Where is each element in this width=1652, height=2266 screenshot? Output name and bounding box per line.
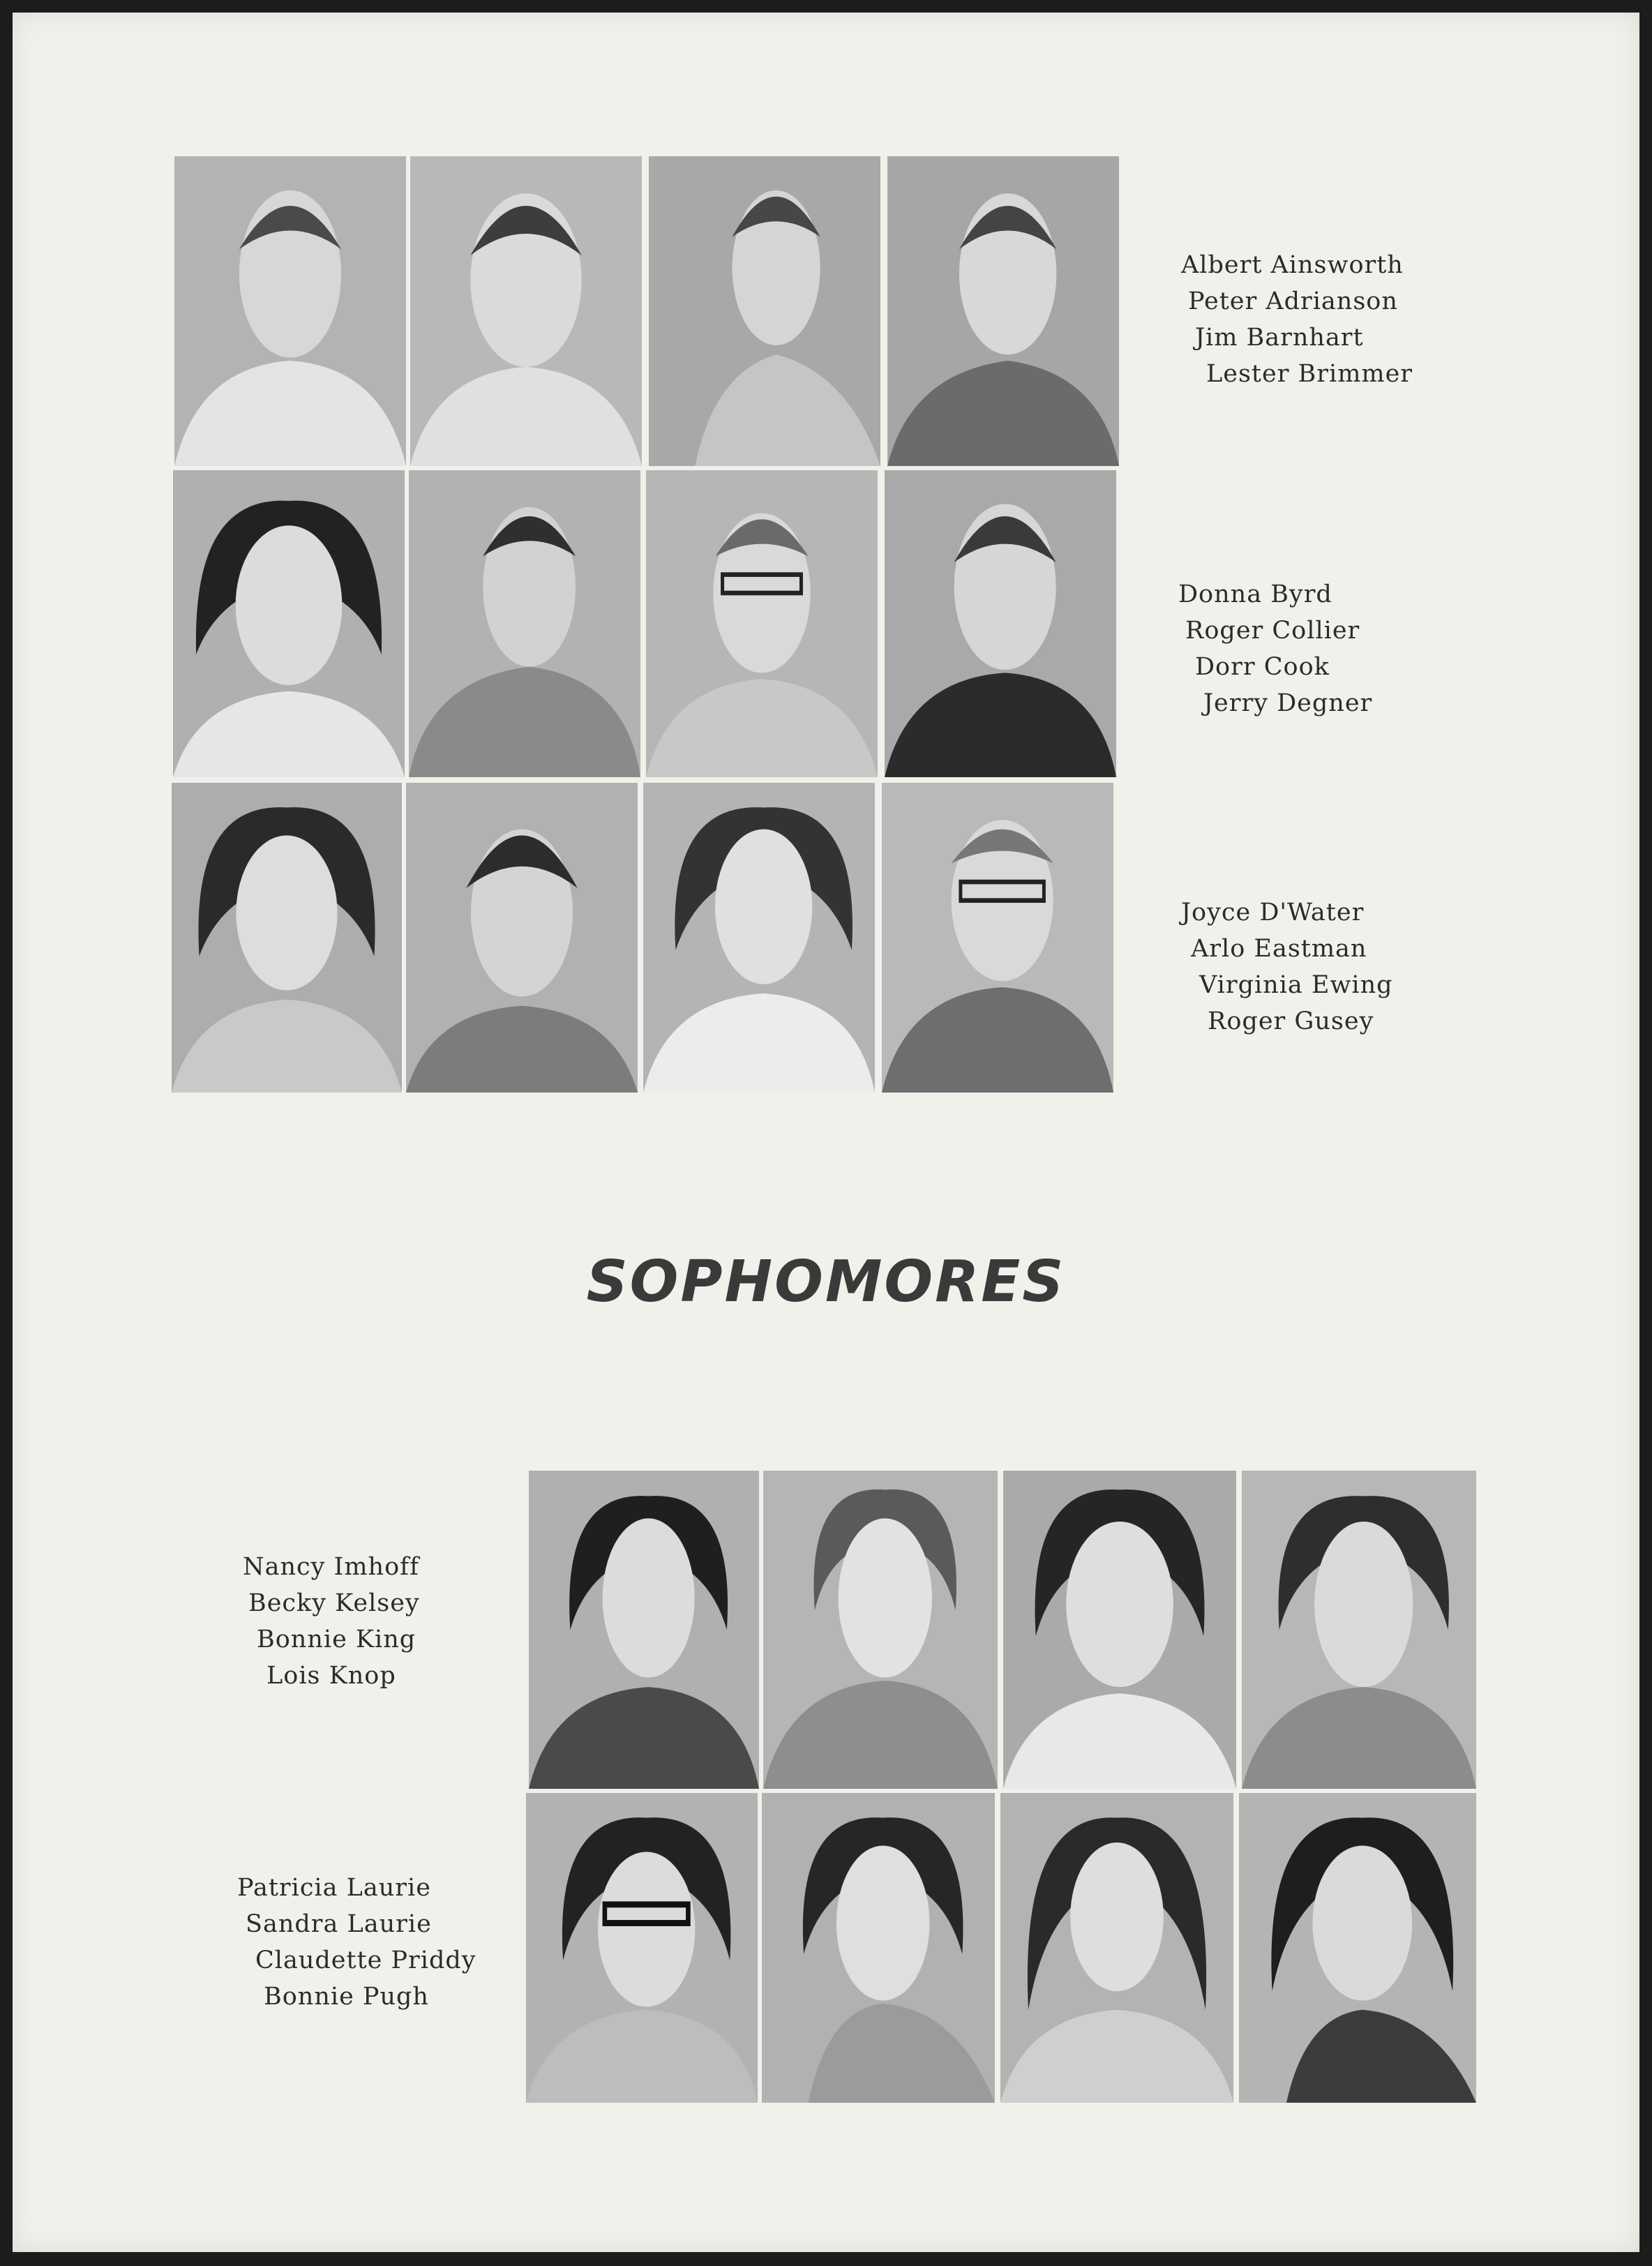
student-name: Nancy Imhoff xyxy=(243,1553,420,1581)
section-title: SOPHOMORES xyxy=(586,1249,1066,1315)
portrait-photo xyxy=(406,783,638,1093)
portrait-photo xyxy=(649,156,880,466)
student-name: Arlo Eastman xyxy=(1191,935,1367,963)
student-name: Joyce D'Water xyxy=(1181,899,1365,926)
student-name: Albert Ainsworth xyxy=(1181,251,1404,279)
student-name: Lois Knop xyxy=(266,1662,396,1690)
student-name: Peter Adrianson xyxy=(1188,287,1398,315)
student-name: Roger Collier xyxy=(1185,617,1360,645)
student-name: Virginia Ewing xyxy=(1199,971,1393,999)
student-name: Claudette Priddy xyxy=(255,1946,476,1974)
portrait-photo xyxy=(409,470,640,777)
portrait-photo xyxy=(643,783,875,1093)
portrait-photo xyxy=(646,470,878,777)
student-name: Donna Byrd xyxy=(1178,580,1332,608)
portrait-photo xyxy=(882,783,1113,1093)
juniors-name-list xyxy=(1181,894,1393,1040)
portrait-photo xyxy=(173,470,405,777)
student-name: Jerry Degner xyxy=(1203,689,1373,717)
juniors-name-list xyxy=(1181,247,1413,392)
student-name: Sandra Laurie xyxy=(246,1910,432,1938)
portrait-photo xyxy=(410,156,642,466)
student-name: Bonnie King xyxy=(257,1626,416,1653)
portrait-photo xyxy=(174,156,406,466)
sophomores-name-list xyxy=(237,1870,476,2015)
student-name: Bonnie Pugh xyxy=(264,1983,429,2011)
student-name: Lester Brimmer xyxy=(1206,360,1413,388)
juniors-name-list xyxy=(1178,576,1372,721)
portrait-photo xyxy=(172,783,402,1093)
portrait-photo xyxy=(885,470,1116,777)
portrait-photo xyxy=(887,156,1119,466)
student-name: Jim Barnhart xyxy=(1195,324,1364,352)
student-name: Roger Gusey xyxy=(1208,1007,1374,1035)
sophomores-name-list xyxy=(243,1549,420,1694)
student-name: Dorr Cook xyxy=(1195,653,1330,681)
student-name: Becky Kelsey xyxy=(248,1589,420,1617)
student-name: Patricia Laurie xyxy=(237,1874,431,1902)
